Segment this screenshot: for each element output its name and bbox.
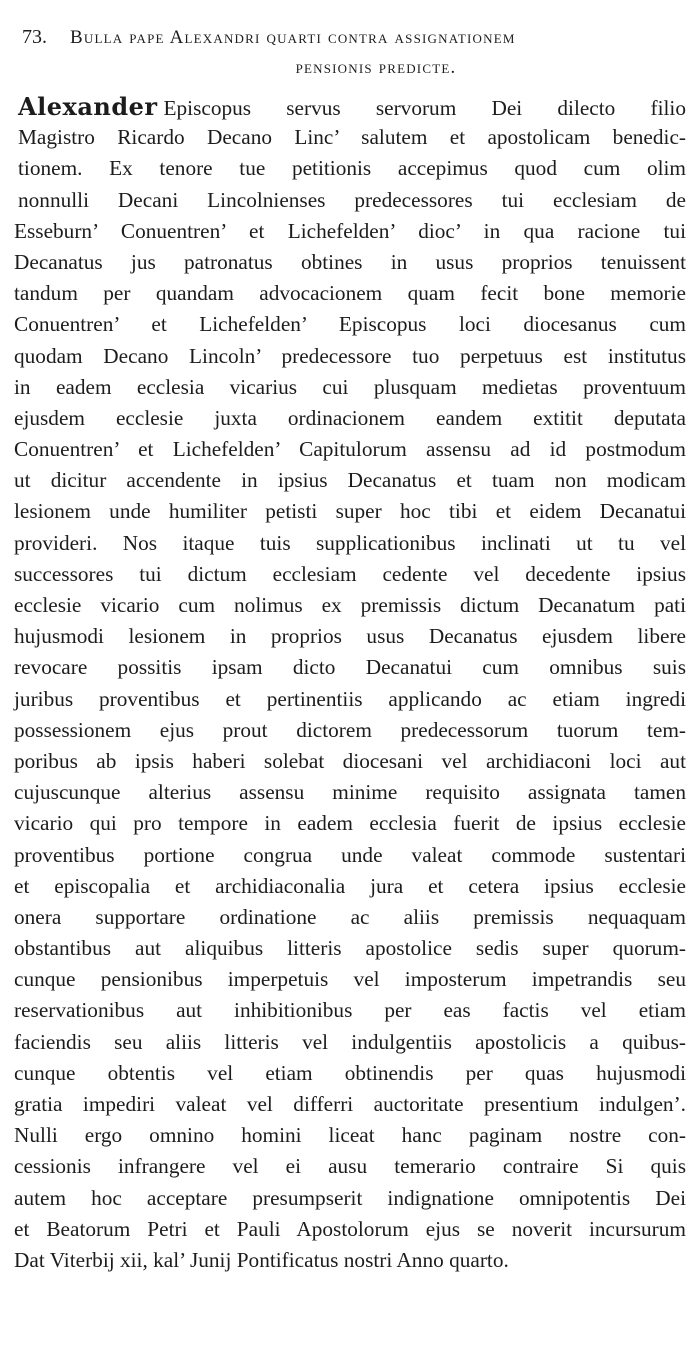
text-line-34: Nulli ergo omnino homini liceat hanc paginam nostre con- (14, 1123, 686, 1148)
text-line-38: Dat Viterbij xii, kal’ Junij Pontificatus nostri Anno quarto. (14, 1247, 509, 1272)
text-line-7: tandum per quandam advocacionem quam fecit bone memorie (14, 281, 686, 306)
text-line-25: proventibus portione congrua unde valeat commode sustentari (14, 842, 686, 867)
text-line-32: cunque obtentis vel etiam obtinendis per quas hujusmodi (14, 1060, 686, 1085)
heading-title-line-2: pensionis predicte. (295, 57, 457, 78)
text-line-11: ejusdem ecclesie juxta ordinacionem eandem extitit deputata (14, 405, 686, 430)
text-line-13: ut dicitur accendente in ipsius Decanatus et tuam non modicam (14, 468, 686, 493)
text-line-19: revocare possitis ipsam dicto Decanatui cum omnibus suis (14, 655, 686, 680)
text-line-4: nonnulli Decani Lincolnienses predecessores tui ecclesiam de (18, 187, 686, 212)
text-line-10: in eadem ecclesia vicarius cui plusquam medietas proventuum (14, 374, 686, 399)
text-line-3: tionem. Ex tenore tue petitionis accepimus quod cum olim (18, 156, 686, 181)
text-line-22: poribus ab ipsis haberi solebat diocesani vel archidiaconi loci aut (14, 748, 686, 773)
text-line-8: Conuentren’ et Lichefelden’ Episcopus loci diocesanus cum (14, 312, 686, 337)
text-line-37: et Beatorum Petri et Pauli Apostolorum ejus se noverit incursurum (14, 1216, 686, 1241)
text-line-36: autem hoc acceptare presumpserit indignatione omnipotentis Dei (14, 1185, 686, 1210)
text-line-31: faciendis seu aliis litteris vel indulgentiis apostolicis a quibus- (14, 1029, 686, 1054)
text-line-1-content: Episcopus servus servorum Dei dilecto filio (163, 96, 686, 120)
text-line-27: onera supportare ordinatione ac aliis premissis nequaquam (14, 904, 686, 929)
initial-word: Alexander (18, 92, 158, 121)
text-line-26: et episcopalia et archidiaconalia jura et cetera ipsius ecclesie (14, 873, 686, 898)
text-line-21: possessionem ejus prout dictorem predecessorum tuorum tem- (14, 717, 686, 742)
text-line-9: quodam Decano Lincoln’ predecessore tuo perpetuus est institutus (14, 343, 686, 368)
text-line-12: Conuentren’ et Lichefelden’ Capitulorum assensu ad id postmodum (14, 437, 686, 462)
text-line-18: hujusmodi lesionem in proprios usus Decanatus ejusdem libere (14, 624, 686, 649)
text-line-15: provideri. Nos itaque tuis supplicationibus inclinati ut tu vel (14, 530, 686, 555)
text-line-5: Esseburn’ Conuentren’ et Lichefelden’ dioc’ in qua racione tui (14, 218, 686, 243)
text-line-6: Decanatus jus patronatus obtines in usus proprios tenuissent (14, 249, 686, 274)
entry-number: 73. (22, 26, 47, 48)
text-line-14: lesionem unde humiliter petisti super hoc tibi et eidem Decanatui (14, 499, 686, 524)
text-line-30: reservationibus aut inhibitionibus per eas factis vel etiam (14, 998, 686, 1023)
text-line-1 (14, 91, 686, 122)
text-line-29: cunque pensionibus imperpetuis vel imposterum impetrandis seu (14, 967, 686, 992)
text-line-16: successores tui dictum ecclesiam cedente vel decedente ipsius (14, 561, 686, 586)
text-line-17: ecclesie vicario cum nolimus ex premissis dictum Decanatum pati (14, 593, 686, 617)
text-line-35: cessionis infrangere vel ei ausu temerario contraire Si quis (14, 1154, 686, 1179)
heading-title-line-1: Bulla pape Alexandri quarti contra assignationem (70, 27, 516, 48)
text-line-33: gratia impediri valeat vel differri auctoritate presentium indulgen’. (14, 1092, 686, 1116)
text-line-28: obstantibus aut aliquibus litteris apostolice sedis super quorum- (14, 936, 686, 961)
text-line-20: juribus proventibus et pertinentiis applicando ac etiam ingredi (14, 686, 686, 711)
text-line-24: vicario qui pro tempore in eadem ecclesia fuerit de ipsius ecclesie (14, 811, 686, 836)
text-line-23: cujuscunque alterius assensu minime requisito assignata tamen (14, 780, 686, 805)
text-line-2: Magistro Ricardo Decano Linc’ salutem et apostolicam benedic- (18, 125, 686, 150)
document-heading (22, 22, 690, 83)
document-body (14, 91, 686, 1276)
